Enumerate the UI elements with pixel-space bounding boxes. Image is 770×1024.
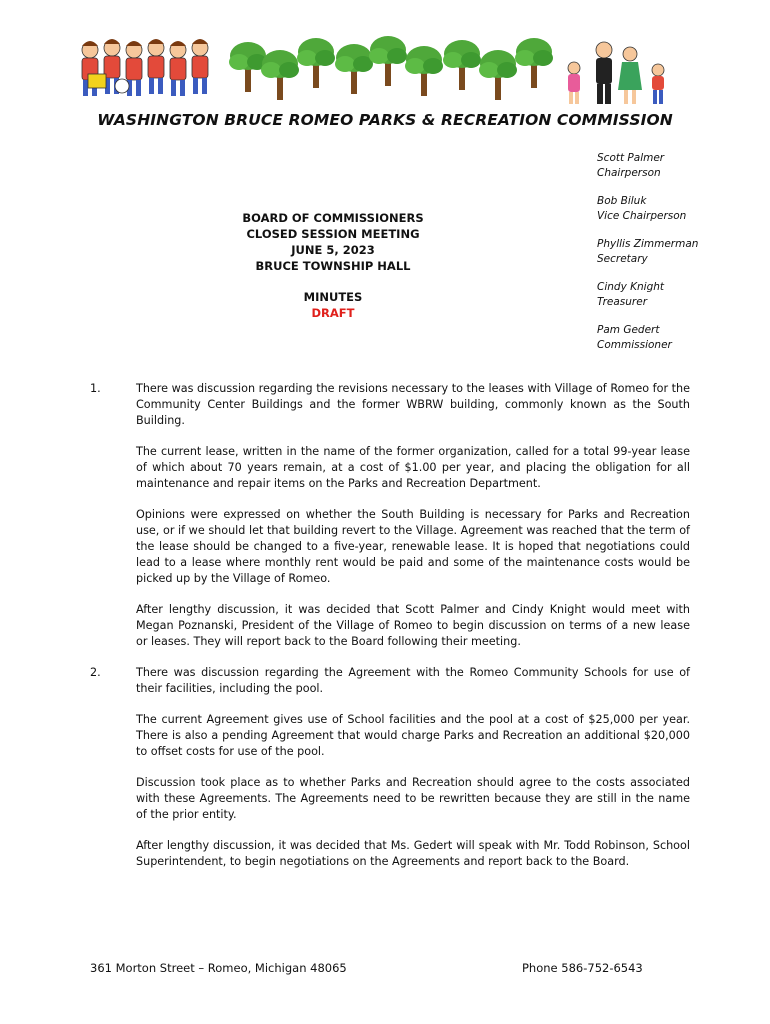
officer-name: Scott Palmer [597, 152, 665, 164]
officer-role: Secretary [597, 253, 648, 265]
item-paragraph: After lengthy discussion, it was decided that Ms. Gedert will speak with Mr. Todd Robinson, School Superintendent, to begin negotiations on the Agreements and report back to the Board. [136, 839, 690, 868]
officer-name: Pam Gedert [597, 324, 660, 336]
minutes-item [90, 381, 690, 650]
minutes-item [90, 665, 690, 870]
meeting-date: JUNE 5, 2023 [291, 243, 375, 257]
footer-phone: Phone 586-752-6543 [522, 961, 643, 975]
item-paragraph: The current Agreement gives use of School facilities and the pool at a cost of $25,000 per year. There is also a pending Agreement that would charge Parks and Recreation an additional $20,000 to offset costs for use of the pool. [136, 713, 690, 758]
children-group-icon [82, 39, 208, 96]
minutes-items [90, 381, 690, 885]
family-icon [568, 42, 664, 104]
officer-name: Cindy Knight [597, 281, 665, 293]
meeting-session: CLOSED SESSION MEETING [246, 227, 420, 241]
officer-vice-chairperson [597, 194, 767, 224]
officer-role: Commissioner [597, 339, 672, 351]
footer-address: 361 Morton Street – Romeo, Michigan 48065 [90, 961, 347, 975]
item-paragraph: Discussion took place as to whether Parks and Recreation should agree to the costs associated with these Agreements. The Agreements need to be rewritten because they are still in the name of the prior entity. [136, 776, 690, 821]
meeting-location: BRUCE TOWNSHIP HALL [255, 259, 411, 273]
officer-treasurer [597, 280, 767, 310]
officer-name: Phyllis Zimmerman [597, 238, 699, 250]
officer-role: Chairperson [597, 167, 661, 179]
item-paragraph: There was discussion regarding the revisions necessary to the leases with Village of Romeo for the Community Center Buildings and the former WBRW building, commonly known as the South Building. [136, 382, 690, 427]
officer-name: Bob Biluk [597, 195, 647, 207]
meeting-body: BOARD OF COMMISSIONERS [242, 211, 424, 225]
document-type: MINUTES [303, 290, 363, 304]
item-paragraph: Opinions were expressed on whether the South Building is necessary for Parks and Recreation use, or if we should let that building revert to the Village. Agreement was reached that the term of the lease should be changed to a five-year, renewable lease. It is hoped that negotiations could lead to a lease where monthly rent would be paid and some of the maintenance costs would be picked up by the Village of Romeo. [136, 508, 690, 585]
clipart-banner [78, 34, 678, 106]
organization-title: WASHINGTON BRUCE ROMEO PARKS & RECREATION COMMISSION [97, 111, 673, 129]
meeting-header [198, 210, 468, 321]
officer-secretary [597, 237, 767, 267]
item-number: 2. [90, 666, 101, 679]
officers-list [597, 151, 767, 366]
item-paragraph: After lengthy discussion, it was decided that Scott Palmer and Cindy Knight would meet with Megan Poznanski, President of the Village of Romeo to begin discussion on terms of a new lease or leases. They will report back to the Board following their meeting. [136, 603, 690, 648]
draft-label: DRAFT [311, 306, 355, 320]
officer-role: Treasurer [597, 296, 648, 308]
officer-chairperson [597, 151, 767, 181]
item-paragraph: There was discussion regarding the Agreement with the Romeo Community Schools for use of their facilities, including the pool. [136, 666, 690, 695]
item-number: 1. [90, 382, 101, 395]
trees-icon [229, 36, 553, 100]
officer-commissioner [597, 323, 767, 353]
item-paragraph: The current lease, written in the name of the former organization, called for a total 99-year lease of which about 70 years remain, at a cost of $1.00 per year, and placing the obligation for all maintenance and repair items on the Parks and Recreation Department. [136, 445, 690, 490]
officer-role: Vice Chairperson [597, 210, 687, 222]
